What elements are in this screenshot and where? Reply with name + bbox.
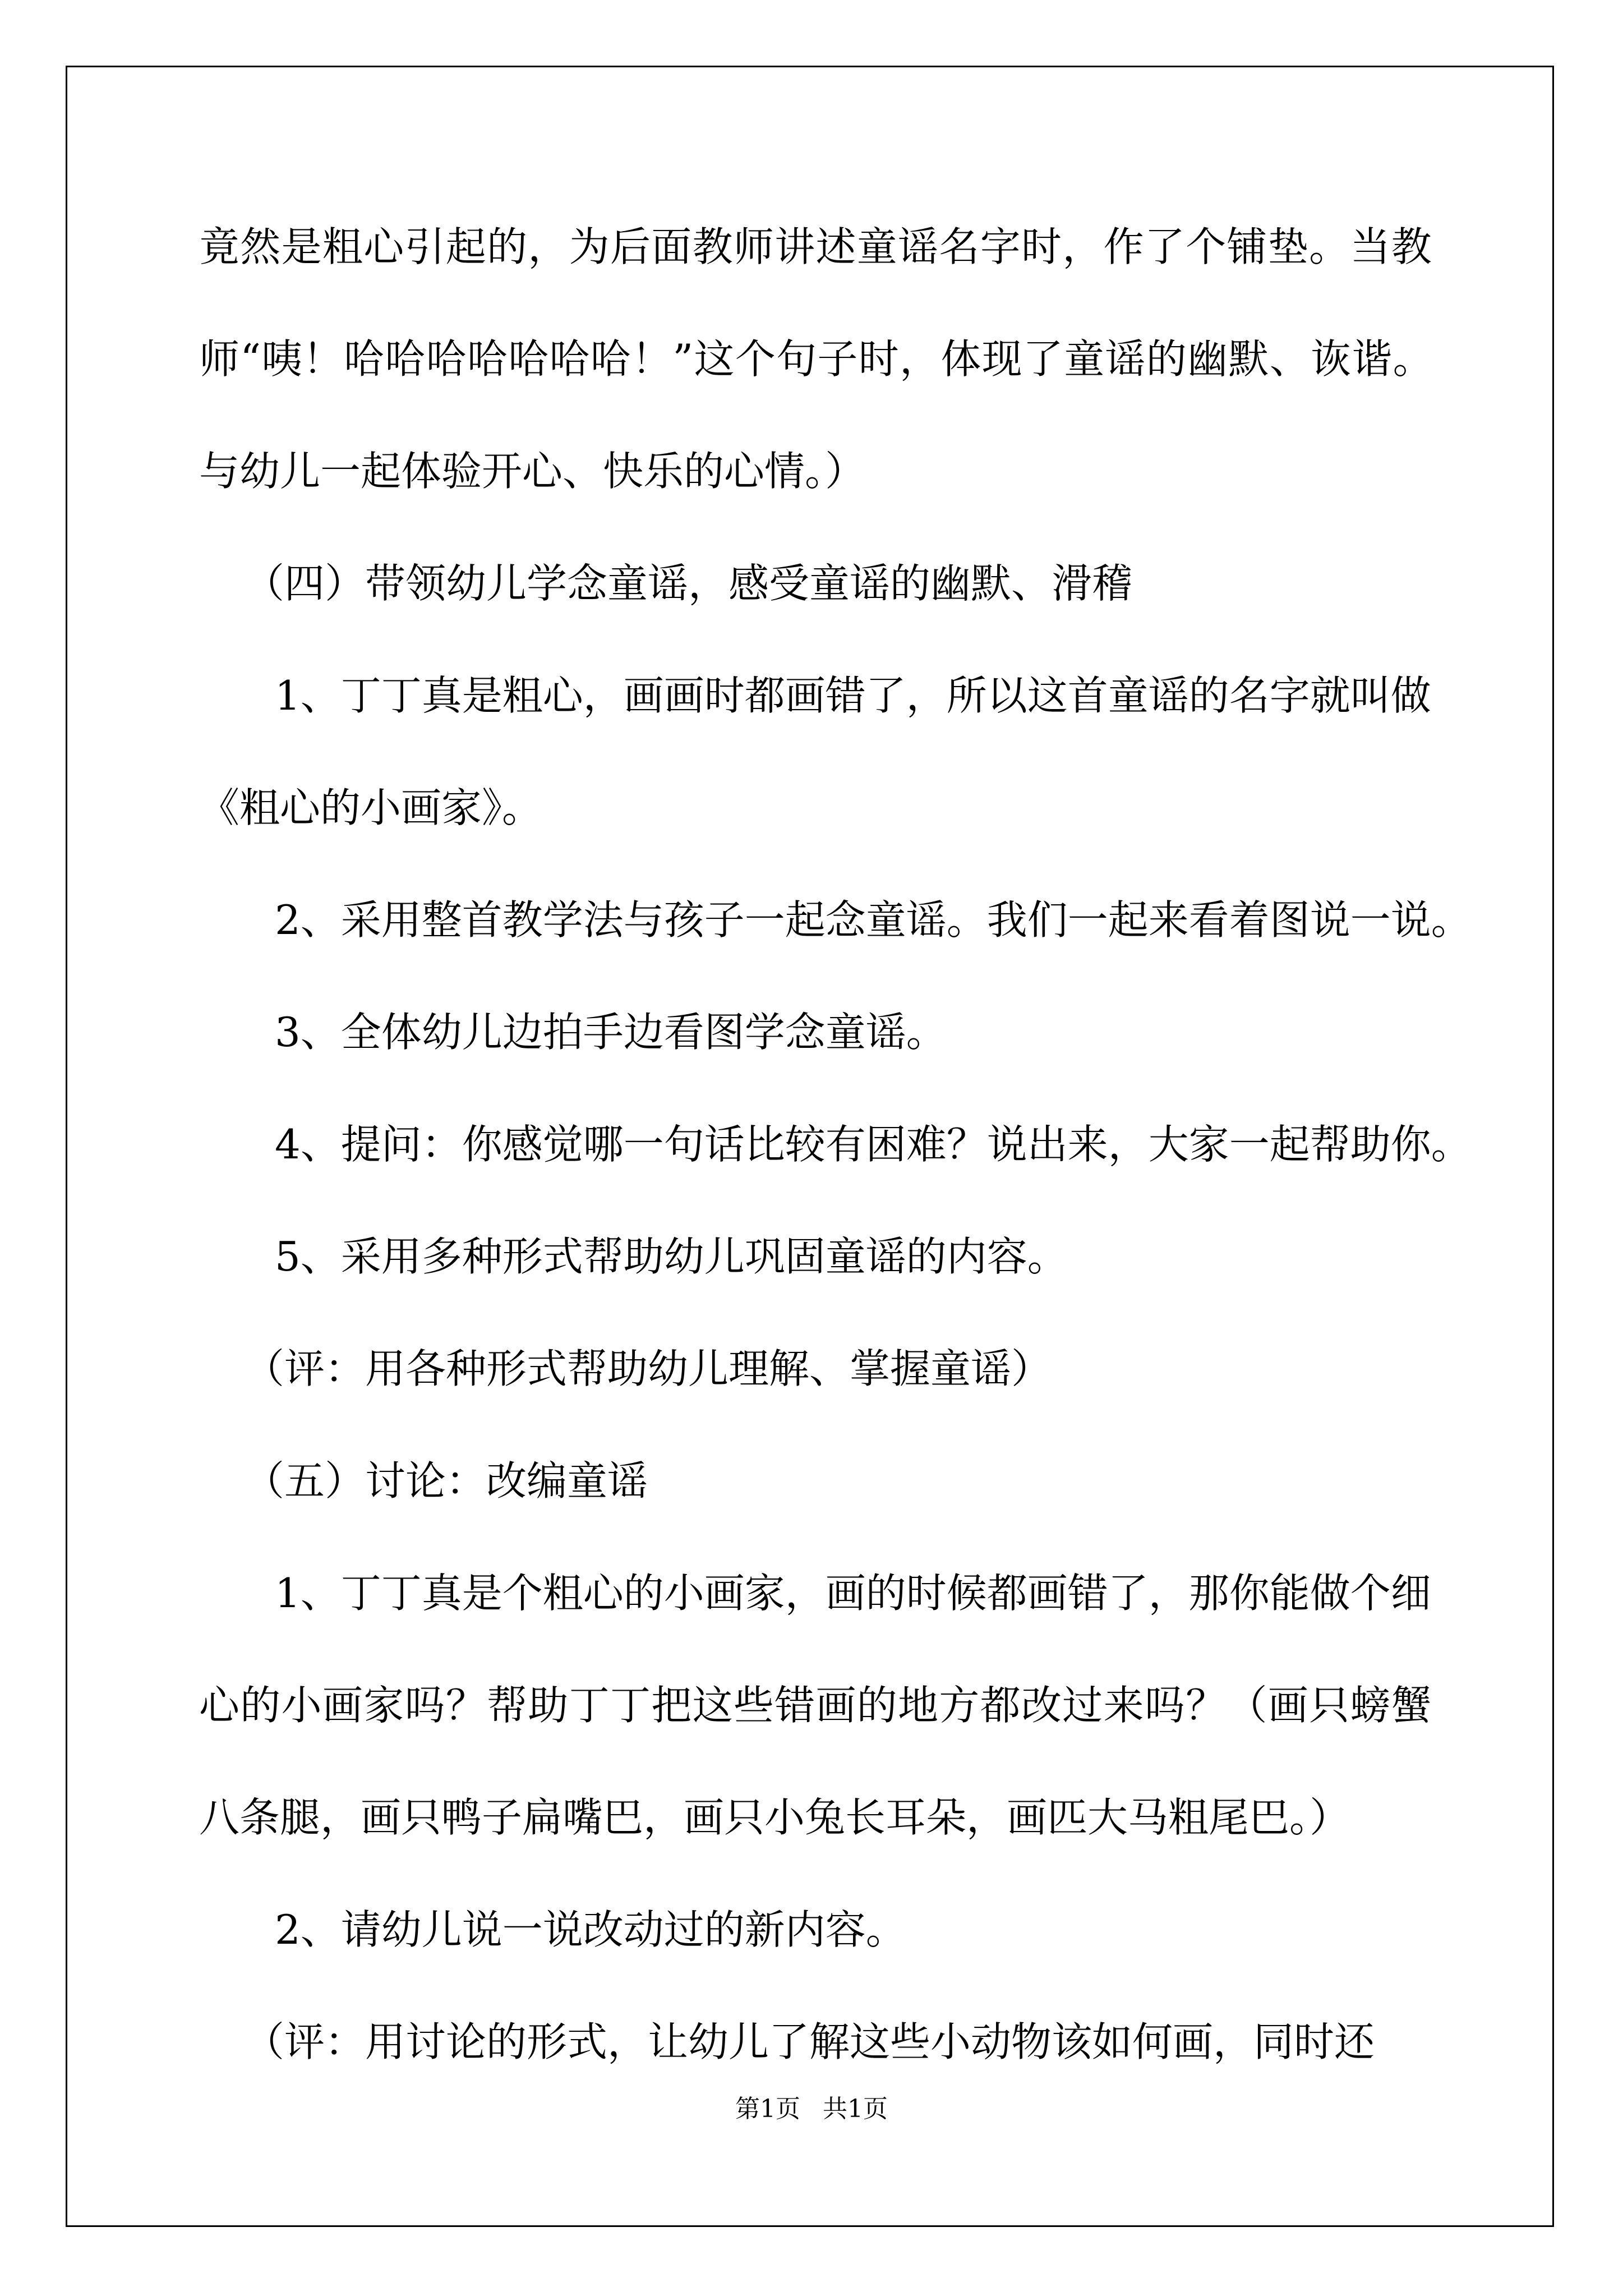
text-line: 1、丁丁真是个粗心的小画家，画的时候都画错了，那你能做个细 [275, 1570, 1431, 1617]
text-line: 2、采用整首教学法与孩子一起念童谣。我们一起来看着图说一说。 [275, 896, 1472, 944]
comment-line: （评：用各种形式帮助幼儿理解、掌握童谣） [244, 1345, 1052, 1392]
page-total: 共1页 [823, 2095, 888, 2123]
text-line: 5、采用多种形式帮助幼儿巩固童谣的内容。 [275, 1233, 1068, 1280]
text-line: 1、丁丁真是粗心，画画时都画错了，所以这首童谣的名字就叫做 [275, 672, 1431, 719]
section-heading: （四）带领幼儿学念童谣，感受童谣的幽默、滑稽 [244, 560, 1133, 607]
text-line: 师“咦！哈哈哈哈哈哈哈！”这个句子时，体现了童谣的幽默、诙谐。 [199, 335, 1434, 383]
text-line: 3、全体幼儿边拍手边看图学念童谣。 [275, 1009, 947, 1056]
text-line: 竟然是粗心引起的，为后面教师讲述童谣名字时，作了个铺垫。当教 [199, 223, 1433, 270]
text-line: 2、请幼儿说一说改动过的新内容。 [275, 1906, 906, 1953]
text-line: 八条腿，画只鸭子扁嘴巴，画只小兔长耳朵，画匹大马粗尾巴。） [199, 1794, 1350, 1841]
page-number: 第1页 [735, 2095, 800, 2123]
page-footer [0, 2092, 1623, 2126]
text-line: 心的小画家吗？帮助丁丁把这些错画的地方都改过来吗？（画只螃蟹 [199, 1682, 1433, 1729]
section-heading: （五）讨论：改编童谣 [244, 1457, 648, 1504]
text-line: 《粗心的小画家》。 [199, 784, 543, 831]
text-line: 4、提问：你感觉哪一句话比较有困难？说出来，大家一起帮助你。 [275, 1121, 1472, 1168]
text-line: 与幼儿一起体验开心、快乐的心情。） [199, 448, 866, 495]
comment-line: （评：用讨论的形式，让幼儿了解这些小动物该如何画，同时还 [244, 2018, 1375, 2065]
